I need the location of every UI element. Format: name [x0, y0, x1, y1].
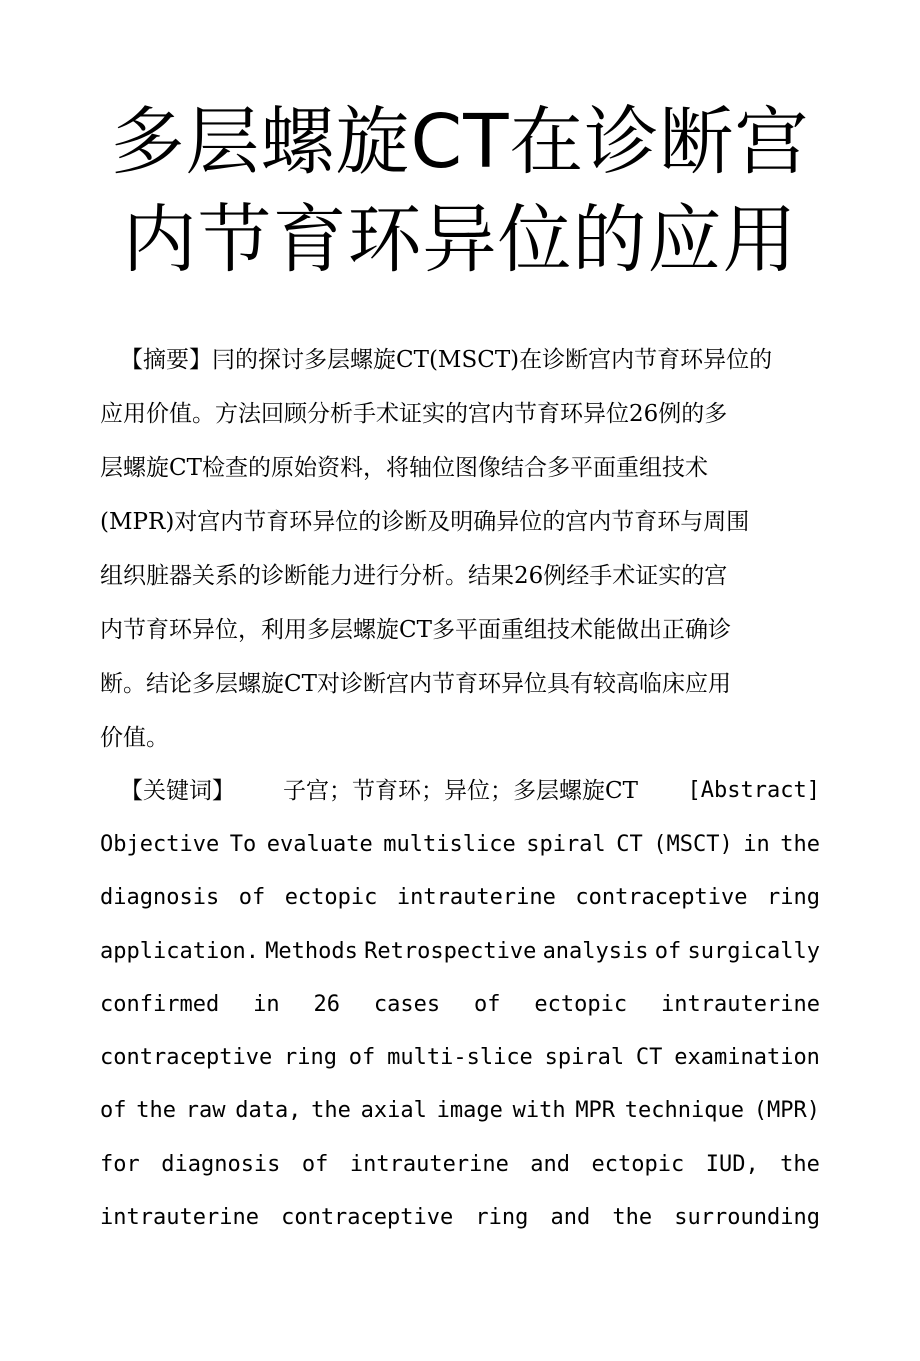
- abstract-en-word: data,: [235, 1098, 302, 1123]
- abstract-en-word: the: [780, 832, 820, 857]
- abstract-en-word: surrounding: [674, 1205, 820, 1230]
- abstract-en-word: (MPR): [753, 1098, 820, 1123]
- abstract-en-word: of: [654, 939, 682, 964]
- abstract-en-line: [100, 1043, 820, 1073]
- abstract-en-line: [100, 1096, 820, 1126]
- abstract-en-word: spiral: [526, 832, 606, 857]
- abstract-en-word: examination: [674, 1045, 820, 1070]
- keywords-text: 子宫；节育环；异位；多层螺旋CT: [283, 778, 638, 804]
- abstract-en-word: technique: [624, 1098, 745, 1123]
- abstract-en-word: intrauterine: [349, 1152, 509, 1177]
- abstract-en-line: [100, 883, 820, 913]
- abstract-en-word: multislice: [383, 832, 516, 857]
- abstract-en-word: evaluate: [266, 832, 373, 857]
- abstract-en-word: with: [512, 1098, 566, 1123]
- abstract-en-word: intrauterine: [661, 992, 820, 1017]
- abstract-en-word: contraceptive: [100, 1045, 273, 1070]
- abstract-en-word: the: [311, 1098, 351, 1123]
- abstract-en-word: of: [348, 1045, 376, 1070]
- abstract-en-word: the: [780, 1152, 820, 1177]
- abstract-en-word: analysis: [542, 939, 649, 964]
- abstract-en-word: ring: [284, 1045, 337, 1070]
- abstract-en-word: multi-slice: [387, 1045, 533, 1070]
- abstract-en-word: intrauterine: [100, 1205, 259, 1230]
- abstract-en-line: [100, 1150, 820, 1180]
- abstract-cn-line: (MPR)对宫内节育环异位的诊断及明确异位的宫内节育环与周围: [100, 509, 750, 535]
- abstract-en-word: CT: [635, 1045, 663, 1070]
- abstract-en-word: the: [136, 1098, 176, 1123]
- abstract-en-word: surgically: [687, 939, 820, 964]
- abstract-en-word: in: [253, 992, 280, 1017]
- abstract-en-word: confirmed: [100, 992, 220, 1017]
- abstract-en-word: the: [612, 1205, 653, 1230]
- abstract-en-word: of: [474, 992, 501, 1017]
- abstract-en-word: application.: [100, 939, 259, 964]
- abstract-en-word: Methods: [265, 939, 358, 964]
- abstract-en-word: raw: [185, 1098, 226, 1123]
- abstract-en-word: Retrospective: [364, 939, 537, 964]
- abstract-cn-line: 层螺旋CT检查的原始资料，将轴位图像结合多平面重组技术: [100, 455, 708, 481]
- abstract-en-word: (MSCT): [653, 832, 733, 857]
- abstract-en-word: image: [436, 1098, 503, 1123]
- abstract-en-word: ectopic: [591, 1152, 685, 1177]
- abstract-en-word: To: [229, 832, 257, 857]
- abstract-en-word: of: [100, 1098, 127, 1123]
- abstract-en-word: cases: [373, 992, 441, 1017]
- abstract-en-word: and: [530, 1152, 571, 1177]
- abstract-cn-line: 组织脏器关系的诊断能力进行分析。结果26例经手术证实的宫: [100, 563, 728, 589]
- abstract-en-word: CT: [616, 832, 643, 857]
- abstract-en-word: 26: [313, 992, 340, 1017]
- abstract-label: [Abstract]: [687, 778, 820, 803]
- abstract-en-word: in: [743, 832, 770, 857]
- keywords-label: 【关键词】: [120, 778, 235, 804]
- abstract-en-line: [100, 990, 820, 1020]
- title-line-2: 内节育环异位的应用: [122, 197, 798, 283]
- abstract-en-word: of: [238, 885, 266, 910]
- abstract-en-word: axial: [360, 1098, 427, 1123]
- keywords-row: [100, 776, 820, 806]
- abstract-en-word: MPR: [575, 1098, 616, 1123]
- abstract-en-word: IUD,: [705, 1152, 759, 1177]
- abstract-en-word: diagnosis: [100, 885, 220, 910]
- abstract-en-word: spiral: [544, 1045, 625, 1070]
- abstract-en-word: ring: [767, 885, 820, 910]
- abstract-en-word: and: [550, 1205, 591, 1230]
- abstract-en-word: ring: [475, 1205, 529, 1230]
- abstract-en-line: [100, 830, 820, 860]
- abstract-en-word: ectopic: [534, 992, 628, 1017]
- abstract-cn-line: 内节育环异位，利用多层螺旋CT多平面重组技术能做出正确诊: [100, 617, 731, 643]
- abstract-en-word: intrauterine: [396, 885, 556, 910]
- abstract-en-word: for: [100, 1152, 140, 1177]
- abstract-en-word: Objective: [100, 832, 220, 857]
- abstract-cn-line: 【摘要】冃的探讨多层螺旋CT(MSCT)在诊断宫内节育环异位的: [120, 347, 773, 373]
- abstract-en-line: [100, 937, 820, 967]
- title-line-1: 多层螺旋CT在诊断宫: [110, 99, 810, 185]
- abstract-en-word: ectopic: [284, 885, 378, 910]
- abstract-cn-line: 价值。: [100, 725, 169, 751]
- abstract-en-word: of: [301, 1152, 329, 1177]
- abstract-en-word: diagnosis: [161, 1152, 281, 1177]
- abstract-cn-line: 应用价值。方法回顾分析手术证实的宫内节育环异位26例的多: [100, 401, 728, 427]
- abstract-en-word: contraceptive: [281, 1205, 454, 1230]
- abstract-en-word: contraceptive: [575, 885, 748, 910]
- abstract-en-line: [100, 1203, 820, 1233]
- abstract-cn-line: 断。结论多层螺旋CT对诊断宫内节育环异位具有较高临床应用: [100, 671, 731, 697]
